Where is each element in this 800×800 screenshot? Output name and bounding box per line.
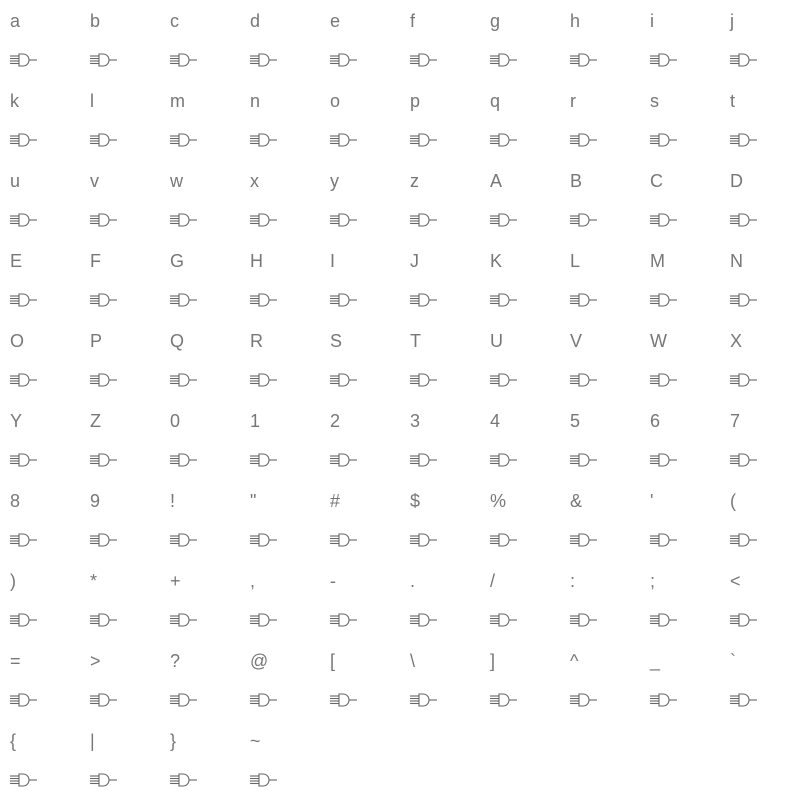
glyph-cell xyxy=(560,0,640,80)
glyph-cell xyxy=(0,160,80,240)
logic-gate-icon xyxy=(410,291,438,309)
logic-gate-icon xyxy=(650,531,678,549)
logic-gate-icon xyxy=(490,51,518,69)
glyph-cell xyxy=(80,480,160,560)
char-label: : xyxy=(570,571,576,591)
char-label: z xyxy=(410,171,419,191)
glyph-cell xyxy=(80,160,160,240)
char-label: p xyxy=(410,91,421,111)
logic-gate-icon xyxy=(570,611,598,629)
char-label: v xyxy=(90,171,99,191)
char-label: E xyxy=(10,251,23,271)
logic-gate-icon xyxy=(10,131,38,149)
logic-gate-icon xyxy=(90,691,118,709)
logic-gate-icon xyxy=(410,691,438,709)
logic-gate-icon xyxy=(730,291,758,309)
glyph-cell xyxy=(240,320,320,400)
glyph-cell xyxy=(640,160,720,240)
char-label: < xyxy=(730,571,741,591)
char-label: K xyxy=(490,251,503,271)
logic-gate-icon xyxy=(10,451,38,469)
logic-gate-icon xyxy=(730,531,758,549)
char-label: P xyxy=(90,331,103,351)
logic-gate-icon xyxy=(490,531,518,549)
char-label: Z xyxy=(90,411,101,431)
glyph-cell xyxy=(320,480,400,560)
glyph-cell xyxy=(160,560,240,640)
logic-gate-icon xyxy=(570,451,598,469)
glyph-cell xyxy=(720,240,800,320)
char-label: k xyxy=(10,91,19,111)
char-label: | xyxy=(90,731,95,751)
logic-gate-icon xyxy=(730,51,758,69)
glyph-cell xyxy=(320,80,400,160)
glyph-cell xyxy=(80,640,160,720)
char-label: O xyxy=(10,331,25,351)
char-label: A xyxy=(490,171,503,191)
logic-gate-icon xyxy=(250,691,278,709)
glyph-cell xyxy=(640,0,720,80)
glyph-cell xyxy=(720,640,800,720)
glyph-cell xyxy=(160,0,240,80)
char-label: 8 xyxy=(10,491,21,511)
char-label: . xyxy=(410,571,416,591)
logic-gate-icon xyxy=(10,691,38,709)
logic-gate-icon xyxy=(250,291,278,309)
glyph-cell xyxy=(80,320,160,400)
glyph-cell xyxy=(720,160,800,240)
char-label: H xyxy=(250,251,263,271)
char-label: ' xyxy=(650,491,654,511)
logic-gate-icon xyxy=(730,451,758,469)
logic-gate-icon xyxy=(570,291,598,309)
logic-gate-icon xyxy=(730,131,758,149)
char-label: = xyxy=(10,651,21,671)
logic-gate-icon xyxy=(410,531,438,549)
char-label: G xyxy=(170,251,185,271)
glyph-cell xyxy=(720,80,800,160)
char-label: - xyxy=(330,571,336,591)
char-label: * xyxy=(90,571,98,591)
char-label: / xyxy=(490,571,496,591)
logic-gate-icon xyxy=(410,451,438,469)
char-label: d xyxy=(250,11,261,31)
char-label: o xyxy=(330,91,341,111)
glyph-cell xyxy=(80,720,160,800)
logic-gate-icon xyxy=(570,371,598,389)
logic-gate-icon xyxy=(570,51,598,69)
char-label: W xyxy=(650,331,667,351)
char-label: S xyxy=(330,331,343,351)
char-label: j xyxy=(730,11,734,31)
logic-gate-icon xyxy=(650,611,678,629)
glyph-cell xyxy=(80,240,160,320)
glyph-cell xyxy=(240,400,320,480)
char-label: 9 xyxy=(90,491,101,511)
glyph-cell xyxy=(560,480,640,560)
glyph-cell xyxy=(640,320,720,400)
char-label: 4 xyxy=(490,411,501,431)
char-label: " xyxy=(250,491,257,511)
char-label: ] xyxy=(490,651,496,671)
logic-gate-icon xyxy=(90,451,118,469)
char-label: C xyxy=(650,171,663,191)
glyph-cell xyxy=(640,560,720,640)
char-label: ~ xyxy=(250,731,261,751)
char-label: ) xyxy=(10,571,16,591)
logic-gate-icon xyxy=(570,131,598,149)
logic-gate-icon xyxy=(170,51,198,69)
logic-gate-icon xyxy=(90,611,118,629)
logic-gate-icon xyxy=(330,131,358,149)
char-label: ` xyxy=(730,651,736,671)
glyph-cell xyxy=(0,240,80,320)
glyph-cell xyxy=(400,320,480,400)
logic-gate-icon xyxy=(650,131,678,149)
char-label: t xyxy=(730,91,736,111)
logic-gate-icon xyxy=(10,371,38,389)
char-label: 7 xyxy=(730,411,741,431)
char-label: V xyxy=(570,331,583,351)
logic-gate-icon xyxy=(650,211,678,229)
char-label: M xyxy=(650,251,665,271)
char-label: X xyxy=(730,331,743,351)
logic-gate-icon xyxy=(730,691,758,709)
logic-gate-icon xyxy=(730,371,758,389)
logic-gate-icon xyxy=(330,211,358,229)
glyph-cell xyxy=(80,80,160,160)
char-label: Q xyxy=(170,331,185,351)
logic-gate-icon xyxy=(90,131,118,149)
logic-gate-icon xyxy=(90,531,118,549)
char-label: B xyxy=(570,171,583,191)
glyph-cell xyxy=(400,640,480,720)
char-label: n xyxy=(250,91,261,111)
glyph-cell xyxy=(80,560,160,640)
logic-gate-icon xyxy=(170,291,198,309)
logic-gate-icon xyxy=(570,691,598,709)
glyph-cell xyxy=(480,80,560,160)
char-label: % xyxy=(490,491,507,511)
glyph-cell xyxy=(400,480,480,560)
char-label: x xyxy=(250,171,259,191)
char-label: $ xyxy=(410,491,421,511)
glyph-cell xyxy=(240,640,320,720)
logic-gate-icon xyxy=(650,51,678,69)
glyph-cell xyxy=(0,720,80,800)
char-label: N xyxy=(730,251,743,271)
glyph-cell xyxy=(400,80,480,160)
char-label: ( xyxy=(730,491,736,511)
glyph-cell xyxy=(320,320,400,400)
logic-gate-icon xyxy=(10,211,38,229)
glyph-cell xyxy=(80,400,160,480)
char-label: w xyxy=(170,171,183,191)
glyph-cell xyxy=(160,640,240,720)
glyph-cell xyxy=(400,0,480,80)
glyph-cell xyxy=(400,160,480,240)
logic-gate-icon xyxy=(410,211,438,229)
logic-gate-icon xyxy=(650,371,678,389)
char-label: b xyxy=(90,11,101,31)
logic-gate-icon xyxy=(90,211,118,229)
glyph-cell xyxy=(240,80,320,160)
glyph-cell xyxy=(720,560,800,640)
logic-gate-icon xyxy=(170,611,198,629)
logic-gate-icon xyxy=(650,291,678,309)
glyph-cell xyxy=(480,240,560,320)
char-label: ? xyxy=(170,651,181,671)
logic-gate-icon xyxy=(410,51,438,69)
glyph-cell xyxy=(560,80,640,160)
glyph-cell xyxy=(160,720,240,800)
glyph-cell xyxy=(640,400,720,480)
char-label: [ xyxy=(330,651,336,671)
glyph-cell xyxy=(320,0,400,80)
glyph-cell xyxy=(400,560,480,640)
logic-gate-icon xyxy=(410,131,438,149)
logic-gate-icon xyxy=(10,291,38,309)
glyph-cell xyxy=(240,720,320,800)
logic-gate-icon xyxy=(250,51,278,69)
char-label: ^ xyxy=(570,651,579,671)
glyph-cell xyxy=(720,480,800,560)
logic-gate-icon xyxy=(250,211,278,229)
logic-gate-icon xyxy=(250,371,278,389)
logic-gate-icon xyxy=(90,371,118,389)
logic-gate-icon xyxy=(490,211,518,229)
char-label: 0 xyxy=(170,411,181,431)
char-label: \ xyxy=(410,651,416,671)
logic-gate-icon xyxy=(330,531,358,549)
glyph-cell xyxy=(400,240,480,320)
logic-gate-icon xyxy=(250,451,278,469)
glyph-cell xyxy=(640,480,720,560)
logic-gate-icon xyxy=(410,371,438,389)
char-label: c xyxy=(170,11,179,31)
glyph-cell xyxy=(160,320,240,400)
char-label: q xyxy=(490,91,501,111)
glyph-cell xyxy=(640,240,720,320)
logic-gate-icon xyxy=(90,51,118,69)
char-label: 5 xyxy=(570,411,581,431)
char-label: { xyxy=(10,731,17,751)
glyph-cell xyxy=(0,0,80,80)
char-label: R xyxy=(250,331,263,351)
char-label: D xyxy=(730,171,743,191)
char-label: _ xyxy=(650,651,661,671)
logic-gate-icon xyxy=(90,291,118,309)
char-label: > xyxy=(90,651,101,671)
glyph-cell xyxy=(0,320,80,400)
glyph-cell xyxy=(320,560,400,640)
char-label: f xyxy=(410,11,416,31)
glyph-cell xyxy=(560,320,640,400)
glyph-cell xyxy=(480,320,560,400)
glyph-cell xyxy=(0,400,80,480)
glyph-cell xyxy=(640,80,720,160)
glyph-cell xyxy=(240,160,320,240)
logic-gate-icon xyxy=(730,611,758,629)
char-label: @ xyxy=(250,651,269,671)
logic-gate-icon xyxy=(170,771,198,789)
logic-gate-icon xyxy=(10,611,38,629)
glyph-cell xyxy=(160,400,240,480)
logic-gate-icon xyxy=(410,611,438,629)
logic-gate-icon xyxy=(490,371,518,389)
glyph-cell xyxy=(240,480,320,560)
glyph-cell xyxy=(240,560,320,640)
logic-gate-icon xyxy=(10,531,38,549)
char-label: 6 xyxy=(650,411,661,431)
logic-gate-icon xyxy=(570,531,598,549)
char-label: i xyxy=(650,11,654,31)
char-label: g xyxy=(490,11,501,31)
glyph-cell xyxy=(320,240,400,320)
glyph-cell xyxy=(720,400,800,480)
glyph-cell xyxy=(560,560,640,640)
glyph-cell xyxy=(320,160,400,240)
char-label: 2 xyxy=(330,411,341,431)
logic-gate-icon xyxy=(330,451,358,469)
char-label: r xyxy=(570,91,576,111)
logic-gate-icon xyxy=(490,691,518,709)
glyph-cell xyxy=(0,480,80,560)
glyph-cell xyxy=(160,480,240,560)
logic-gate-icon xyxy=(90,771,118,789)
glyph-cell xyxy=(0,80,80,160)
glyph-cell xyxy=(560,160,640,240)
logic-gate-icon xyxy=(570,211,598,229)
glyph-cell xyxy=(0,640,80,720)
logic-gate-icon xyxy=(170,531,198,549)
char-label: m xyxy=(170,91,185,111)
logic-gate-icon xyxy=(490,131,518,149)
logic-gate-icon xyxy=(10,771,38,789)
logic-gate-icon xyxy=(490,451,518,469)
logic-gate-icon xyxy=(330,611,358,629)
glyph-cell xyxy=(560,240,640,320)
glyph-cell xyxy=(320,640,400,720)
logic-gate-icon xyxy=(330,51,358,69)
logic-gate-icon xyxy=(170,451,198,469)
glyph-cell xyxy=(480,0,560,80)
char-label: + xyxy=(170,571,181,591)
char-label: L xyxy=(570,251,581,271)
char-label: , xyxy=(250,571,256,591)
glyph-cell xyxy=(720,320,800,400)
logic-gate-icon xyxy=(730,211,758,229)
glyph-cell xyxy=(160,80,240,160)
glyph-cell xyxy=(480,560,560,640)
logic-gate-icon xyxy=(170,131,198,149)
logic-gate-icon xyxy=(170,691,198,709)
logic-gate-icon xyxy=(330,691,358,709)
char-label: y xyxy=(330,171,339,191)
glyph-cell xyxy=(480,400,560,480)
logic-gate-icon xyxy=(10,51,38,69)
char-label: e xyxy=(330,11,341,31)
logic-gate-icon xyxy=(330,291,358,309)
logic-gate-icon xyxy=(330,371,358,389)
logic-gate-icon xyxy=(250,531,278,549)
char-label: Y xyxy=(10,411,23,431)
glyph-cell xyxy=(640,640,720,720)
logic-gate-icon xyxy=(490,611,518,629)
logic-gate-icon xyxy=(170,371,198,389)
glyph-cell xyxy=(80,0,160,80)
char-label: u xyxy=(10,171,21,191)
glyph-cell xyxy=(160,160,240,240)
char-label: ; xyxy=(650,571,656,591)
char-label: 3 xyxy=(410,411,421,431)
glyph-cell xyxy=(320,400,400,480)
logic-gate-icon xyxy=(250,131,278,149)
glyph-cell xyxy=(720,0,800,80)
char-label: & xyxy=(570,491,583,511)
char-label: } xyxy=(170,731,177,751)
char-label: l xyxy=(90,91,94,111)
char-label: s xyxy=(650,91,659,111)
glyph-cell xyxy=(480,640,560,720)
char-label: ! xyxy=(170,491,176,511)
char-label: U xyxy=(490,331,503,351)
glyph-cell xyxy=(480,160,560,240)
logic-gate-icon xyxy=(650,691,678,709)
glyph-cell xyxy=(480,480,560,560)
char-label: 1 xyxy=(250,411,261,431)
logic-gate-icon xyxy=(490,291,518,309)
char-label: F xyxy=(90,251,101,271)
char-label: # xyxy=(330,491,341,511)
glyph-cell xyxy=(400,400,480,480)
glyph-cell xyxy=(240,0,320,80)
char-label: T xyxy=(410,331,421,351)
logic-gate-icon xyxy=(250,611,278,629)
glyph-cell xyxy=(560,640,640,720)
char-label: h xyxy=(570,11,581,31)
char-label: I xyxy=(330,251,336,271)
char-label: J xyxy=(410,251,419,271)
glyph-cell xyxy=(160,240,240,320)
glyph-cell xyxy=(560,400,640,480)
logic-gate-icon xyxy=(650,451,678,469)
logic-gate-icon xyxy=(250,771,278,789)
glyph-cell xyxy=(0,560,80,640)
char-label: a xyxy=(10,11,21,31)
glyph-cell xyxy=(240,240,320,320)
logic-gate-icon xyxy=(170,211,198,229)
